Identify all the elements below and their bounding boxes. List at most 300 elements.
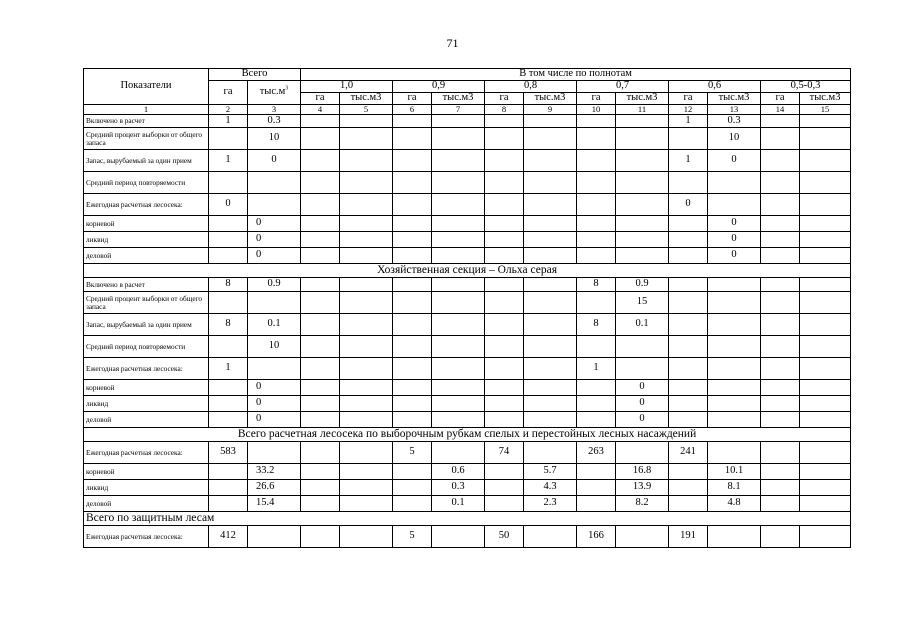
table-cell (524, 526, 577, 548)
table-cell (577, 216, 616, 232)
table-cell (616, 358, 669, 380)
table-cell (209, 480, 248, 496)
table-cell: 8 (577, 278, 616, 292)
table-cell (708, 172, 761, 194)
table-cell (800, 464, 851, 480)
table-cell (209, 464, 248, 480)
header-indicators: Показатели (84, 69, 209, 105)
row-label: ликвид (84, 396, 209, 412)
table-cell (432, 314, 485, 336)
row-label: Средний период повторяемости (84, 172, 209, 194)
table-row (84, 336, 851, 358)
table-cell (616, 128, 669, 150)
table-cell (708, 314, 761, 336)
table-cell: 5 (393, 442, 432, 464)
table-row (84, 194, 851, 216)
table-cell (485, 194, 524, 216)
table-cell: 191 (669, 526, 708, 548)
table-cell (209, 336, 248, 358)
table-cell (669, 396, 708, 412)
table-cell (485, 380, 524, 396)
row-label: Запас, вырубаемый за один прием (84, 314, 209, 336)
table-cell: 13.9 (616, 480, 669, 496)
row-label: корневой (84, 464, 209, 480)
table-cell (432, 278, 485, 292)
row-label: Средний период повторяемости (84, 336, 209, 358)
table-cell: 0 (248, 150, 301, 172)
table-cell (800, 232, 851, 248)
table-cell (393, 358, 432, 380)
header-density-0-8: 0,8 (485, 81, 577, 93)
table-cell (432, 380, 485, 396)
table-cell (616, 336, 669, 358)
header-by-density: В том числе по полнотам (301, 69, 851, 81)
table-cell (209, 396, 248, 412)
table-cell (393, 216, 432, 232)
table-cell: 8 (209, 278, 248, 292)
table-cell (340, 314, 393, 336)
table-cell: 0 (708, 232, 761, 248)
table-cell: 10 (708, 128, 761, 150)
table-cell (485, 358, 524, 380)
page-number: 71 (446, 36, 459, 50)
table-cell (761, 150, 800, 172)
table-cell (669, 464, 708, 480)
row-label: корневой (84, 380, 209, 396)
table-cell (800, 194, 851, 216)
table-cell (485, 216, 524, 232)
table-cell (708, 526, 761, 548)
table-cell: 16.8 (616, 464, 669, 480)
table-cell (577, 496, 616, 512)
table-cell (340, 526, 393, 548)
column-number: 4 (301, 105, 340, 115)
table-cell (485, 314, 524, 336)
table-cell (209, 412, 248, 428)
table-cell (485, 480, 524, 496)
table-cell (432, 216, 485, 232)
section-row (84, 428, 851, 442)
table-cell (708, 278, 761, 292)
table-cell (485, 248, 524, 264)
table-cell (761, 216, 800, 232)
table-cell: 0.9 (248, 278, 301, 292)
table-cell (669, 496, 708, 512)
table-cell (524, 216, 577, 232)
table-cell (800, 172, 851, 194)
table-cell (432, 412, 485, 428)
table-row (84, 248, 851, 264)
table-row (84, 128, 851, 150)
subheader-ha: га (301, 93, 340, 105)
table-cell (761, 442, 800, 464)
table-cell (761, 292, 800, 314)
table-row (84, 380, 851, 396)
column-number: 2 (209, 105, 248, 115)
table-cell (800, 115, 851, 128)
table-cell (340, 442, 393, 464)
table-cell: 8 (577, 314, 616, 336)
column-number: 6 (393, 105, 432, 115)
table-cell (577, 292, 616, 314)
table-cell (669, 216, 708, 232)
table-cell (485, 150, 524, 172)
table-cell (524, 278, 577, 292)
subheader-thous-m3: тыс.м3 (432, 93, 485, 105)
table-cell (669, 172, 708, 194)
table-cell (301, 396, 340, 412)
row-label: Включено в расчет (84, 278, 209, 292)
table-cell: 1 (209, 358, 248, 380)
table-cell (393, 128, 432, 150)
table-cell (577, 128, 616, 150)
table-cell (577, 336, 616, 358)
table-cell (524, 358, 577, 380)
table-cell (301, 232, 340, 248)
table-cell (209, 172, 248, 194)
table-cell (761, 314, 800, 336)
header-density-0-9: 0,9 (393, 81, 485, 93)
table-cell (393, 278, 432, 292)
column-number: 10 (577, 105, 616, 115)
table-cell (340, 232, 393, 248)
table-cell (209, 292, 248, 314)
row-label: Включено в расчет (84, 115, 209, 128)
table-cell (209, 248, 248, 264)
table-cell (616, 115, 669, 128)
table-cell (524, 292, 577, 314)
table-cell (393, 248, 432, 264)
table-cell (340, 115, 393, 128)
table-row (84, 172, 851, 194)
table-cell (669, 358, 708, 380)
table-cell (669, 292, 708, 314)
table-cell: 583 (209, 442, 248, 464)
table-cell (301, 216, 340, 232)
table-cell (524, 442, 577, 464)
table-cell (800, 150, 851, 172)
table-cell (616, 172, 669, 194)
table-cell (708, 380, 761, 396)
table-cell (708, 358, 761, 380)
row-label: деловой (84, 248, 209, 264)
table-cell (393, 232, 432, 248)
table-cell (761, 232, 800, 248)
table-cell: 0.3 (708, 115, 761, 128)
table-cell (301, 380, 340, 396)
table-cell (485, 336, 524, 358)
table-cell (432, 292, 485, 314)
table-cell (301, 150, 340, 172)
table-cell: 4.3 (524, 480, 577, 496)
table-cell: 5 (393, 526, 432, 548)
subheader-ha: га (761, 93, 800, 105)
table-cell (669, 412, 708, 428)
table-cell: 0 (669, 194, 708, 216)
section-heading: Хозяйственная секция – Ольха серая (84, 264, 851, 278)
table-row (84, 396, 851, 412)
table-cell (708, 412, 761, 428)
table-cell: 15.4 (248, 496, 301, 512)
table-cell (800, 380, 851, 396)
table-cell (616, 150, 669, 172)
table-cell (485, 115, 524, 128)
table-cell (800, 292, 851, 314)
table-cell: 74 (485, 442, 524, 464)
table-cell: 0 (248, 412, 301, 428)
table-cell (393, 412, 432, 428)
table-cell (340, 496, 393, 512)
table-cell (393, 292, 432, 314)
table-cell (301, 115, 340, 128)
table-cell (393, 336, 432, 358)
table-cell: 0.1 (432, 496, 485, 512)
table-cell (761, 496, 800, 512)
column-number: 11 (616, 105, 669, 115)
column-number: 13 (708, 105, 761, 115)
table-cell (524, 380, 577, 396)
table-cell (616, 232, 669, 248)
table-cell: 263 (577, 442, 616, 464)
table-cell (432, 442, 485, 464)
header-total-thous-m3: $тыс.м^3$ (248, 81, 301, 105)
header-density-0-7: 0,7 (577, 81, 669, 93)
table-cell (761, 336, 800, 358)
table-cell (485, 396, 524, 412)
header-density-0-5-0-3: 0,5-0,3 (761, 81, 851, 93)
table-cell (800, 314, 851, 336)
table-cell (669, 232, 708, 248)
table-cell (393, 464, 432, 480)
table-cell (209, 216, 248, 232)
table-cell (432, 115, 485, 128)
table-cell (432, 396, 485, 412)
table-cell (393, 480, 432, 496)
table-cell: 1 (669, 150, 708, 172)
table-cell (301, 412, 340, 428)
table-cell (761, 172, 800, 194)
table-cell (393, 314, 432, 336)
table-cell (577, 380, 616, 396)
table-cell (485, 128, 524, 150)
table-cell (432, 150, 485, 172)
table-cell (577, 464, 616, 480)
table-cell (577, 115, 616, 128)
table-cell (669, 128, 708, 150)
subheader-ha: га (577, 93, 616, 105)
table-row (84, 115, 851, 128)
table-cell (800, 248, 851, 264)
table-cell (340, 396, 393, 412)
table-cell (708, 442, 761, 464)
row-label: Ежегодная расчетная лесосека: (84, 358, 209, 380)
table-cell (524, 412, 577, 428)
table-cell (800, 128, 851, 150)
table-cell: 166 (577, 526, 616, 548)
table-cell (761, 115, 800, 128)
header-density-0-6: 0,6 (669, 81, 761, 93)
table-cell: 1 (669, 115, 708, 128)
table-row (84, 526, 851, 548)
table-row (84, 496, 851, 512)
table-cell (393, 396, 432, 412)
table-cell (432, 358, 485, 380)
table-cell: 0 (616, 412, 669, 428)
table-cell: 0 (209, 194, 248, 216)
row-label: Ежегодная расчетная лесосека: (84, 526, 209, 548)
header-density-1-0: 1,0 (301, 81, 393, 93)
table-cell (248, 526, 301, 548)
table-cell (577, 150, 616, 172)
table-row (84, 232, 851, 248)
table-cell (248, 194, 301, 216)
table-cell (524, 194, 577, 216)
row-label: Ежегодная расчетная лесосека: (84, 442, 209, 464)
table-row (84, 464, 851, 480)
table-cell (301, 278, 340, 292)
table-cell (340, 358, 393, 380)
table-cell (432, 336, 485, 358)
table-cell: 0 (708, 248, 761, 264)
table-cell (761, 396, 800, 412)
row-label: Средний процент выборки от общего запаса (84, 128, 209, 150)
table-cell (301, 194, 340, 216)
column-number: 1 (84, 105, 209, 115)
table-cell (669, 278, 708, 292)
table-row (84, 412, 851, 428)
table-cell (432, 526, 485, 548)
table-cell (209, 380, 248, 396)
table-cell (209, 496, 248, 512)
table-row (84, 292, 851, 314)
row-label: Средний процент выборки от общего запаса (84, 292, 209, 314)
table-cell: 0.3 (248, 115, 301, 128)
table-cell: 8.2 (616, 496, 669, 512)
table-cell (301, 358, 340, 380)
row-label: ликвид (84, 232, 209, 248)
table-cell: 8 (209, 314, 248, 336)
table-cell (616, 526, 669, 548)
table-cell (209, 128, 248, 150)
table-cell (301, 292, 340, 314)
table-cell (577, 396, 616, 412)
table-cell (524, 336, 577, 358)
table-cell (340, 150, 393, 172)
table-cell (669, 248, 708, 264)
table-cell (800, 278, 851, 292)
table-cell (524, 172, 577, 194)
table-cell (708, 336, 761, 358)
table-cell (340, 248, 393, 264)
table-cell (301, 496, 340, 512)
table-cell (761, 464, 800, 480)
subheader-ha: га (669, 93, 708, 105)
table-cell: 241 (669, 442, 708, 464)
table-cell (393, 380, 432, 396)
table-cell: 0 (248, 216, 301, 232)
table-cell (340, 480, 393, 496)
table-row (84, 442, 851, 464)
table-cell (485, 172, 524, 194)
table-cell (432, 248, 485, 264)
table-cell (577, 172, 616, 194)
table-cell (301, 480, 340, 496)
table-cell: 0.1 (248, 314, 301, 336)
table-cell: 4.8 (708, 496, 761, 512)
row-label: деловой (84, 496, 209, 512)
table-cell (669, 314, 708, 336)
table-cell (800, 412, 851, 428)
row-label: корневой (84, 216, 209, 232)
table-cell (524, 314, 577, 336)
table-cell (485, 464, 524, 480)
table-cell (669, 336, 708, 358)
subheader-thous-m3: тыс.м3 (800, 93, 851, 105)
table-cell (524, 150, 577, 172)
subheader-thous-m3: тыс.м3 (616, 93, 669, 105)
table-row (84, 216, 851, 232)
table-cell (708, 194, 761, 216)
table-cell (340, 194, 393, 216)
table-cell (301, 128, 340, 150)
table-cell (577, 412, 616, 428)
table-cell (761, 480, 800, 496)
subheader-ha: га (485, 93, 524, 105)
table-cell (577, 194, 616, 216)
table-cell (301, 336, 340, 358)
table-cell (524, 115, 577, 128)
table-cell: 0 (248, 380, 301, 396)
table-cell: 1 (209, 115, 248, 128)
table-cell (708, 292, 761, 314)
table-cell (761, 278, 800, 292)
table-cell (616, 216, 669, 232)
table-row (84, 314, 851, 336)
table-cell: 0 (616, 380, 669, 396)
row-label: Ежегодная расчетная лесосека: (84, 194, 209, 216)
table-cell (432, 172, 485, 194)
table-cell (485, 292, 524, 314)
table-cell (432, 128, 485, 150)
table-cell (340, 128, 393, 150)
table-cell (800, 396, 851, 412)
table-row (84, 480, 851, 496)
subheader-thous-m3: тыс.м3 (708, 93, 761, 105)
table-cell (209, 232, 248, 248)
table-cell (301, 464, 340, 480)
column-number: 7 (432, 105, 485, 115)
table-cell (432, 194, 485, 216)
table-cell: 33.2 (248, 464, 301, 480)
table-cell (340, 216, 393, 232)
table-cell: 50 (485, 526, 524, 548)
table-cell (340, 380, 393, 396)
table-cell (761, 412, 800, 428)
table-row (84, 278, 851, 292)
table-cell (340, 412, 393, 428)
section-heading: Всего по защитным лесам (84, 512, 851, 526)
table-cell (669, 380, 708, 396)
table-cell (485, 232, 524, 248)
subheader-thous-m3: тыс.м3 (340, 93, 393, 105)
row-label: Запас, вырубаемый за один прием (84, 150, 209, 172)
column-number: 5 (340, 105, 393, 115)
table-cell (248, 172, 301, 194)
table-cell: 1 (577, 358, 616, 380)
table-cell: 10.1 (708, 464, 761, 480)
table-cell (577, 480, 616, 496)
table-cell (393, 172, 432, 194)
